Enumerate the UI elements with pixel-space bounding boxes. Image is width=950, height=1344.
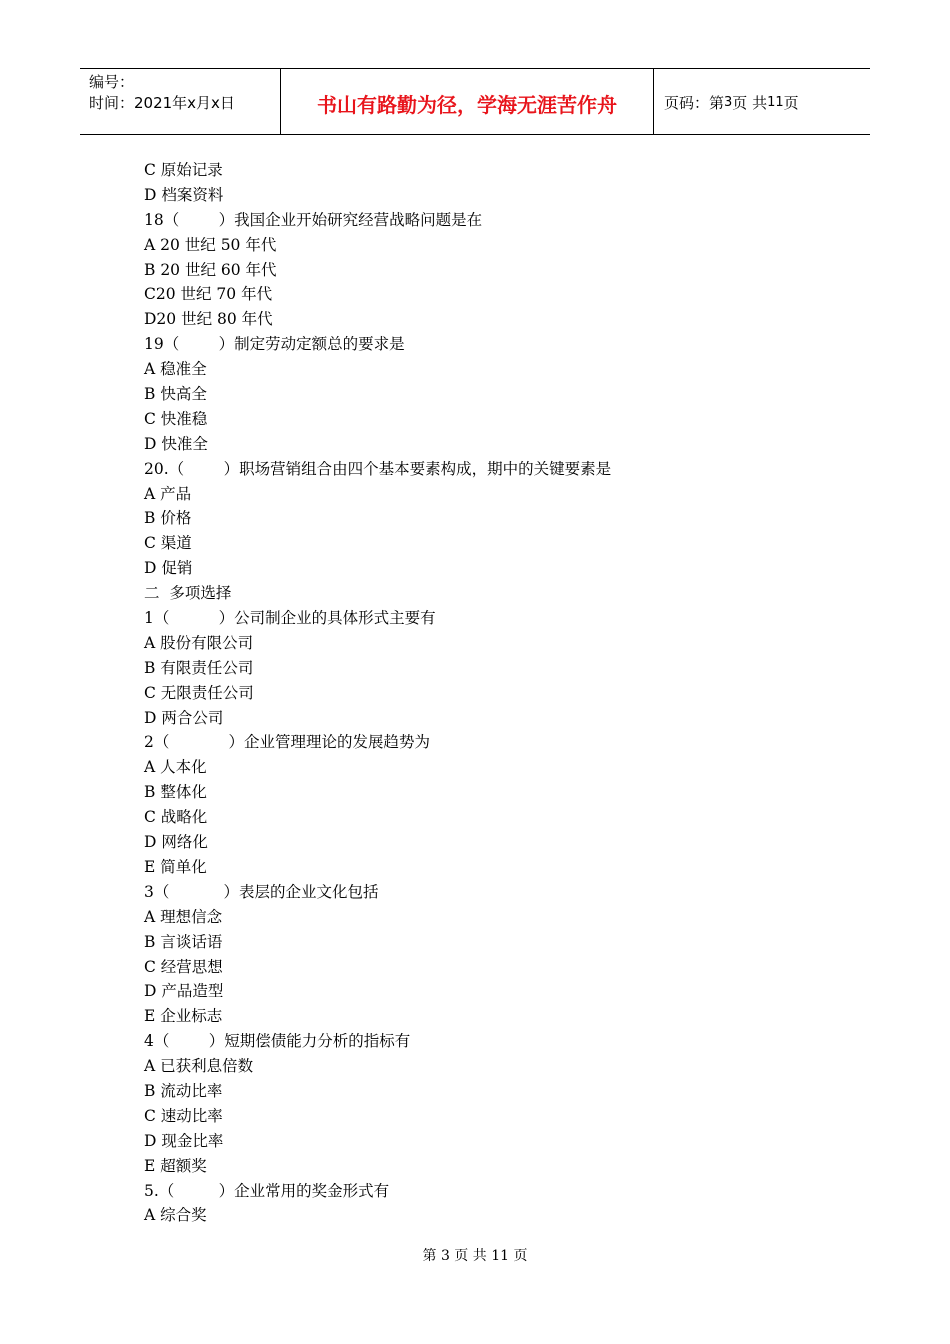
answer-option: B 快高全	[144, 385, 207, 404]
answer-option: B 流动比率	[144, 1081, 223, 1100]
page-prefix: 页码：第	[664, 94, 725, 112]
answer-option: B 有限责任公司	[144, 658, 254, 677]
answer-option: E 简单化	[144, 857, 207, 876]
answer-option: A 产品	[144, 484, 192, 503]
answer-option: D 现金比率	[144, 1131, 224, 1150]
answer-option: D20 世纪 80 年代	[144, 310, 273, 329]
answer-option: B 20 世纪 60 年代	[144, 260, 277, 279]
answer-option: A 稳准全	[144, 360, 207, 379]
question-stem: 5.（ ）企业常用的奖金形式有	[144, 1181, 390, 1200]
answer-option: A 综合奖	[144, 1206, 207, 1225]
page-total: 11	[767, 95, 784, 110]
question-stem: 1（ ）公司制企业的具体形式主要有	[144, 609, 436, 628]
answer-option: B 整体化	[144, 783, 207, 802]
answer-option: D 快准全	[144, 434, 208, 453]
answer-option: C 速动比率	[144, 1106, 223, 1125]
header-meta	[80, 69, 281, 134]
page-suffix: 页	[783, 94, 799, 112]
page-header	[80, 68, 870, 135]
answer-option: A 理想信念	[144, 907, 223, 926]
answer-option: E 超额奖	[144, 1156, 207, 1175]
question-stem: 19（ ）制定劳动定额总的要求是	[144, 335, 405, 354]
page-footer: 第 3 页 共 11 页	[422, 1248, 528, 1264]
question-stem: 3（ ）表层的企业文化包括	[144, 882, 379, 901]
answer-option: A 人本化	[144, 758, 207, 777]
answer-option: C20 世纪 70 年代	[144, 285, 273, 304]
answer-option: A 已获利息倍数	[144, 1057, 254, 1076]
answer-option: C 快准稳	[144, 409, 208, 428]
answer-option: B 言谈话语	[144, 932, 223, 951]
content-line: C 原始记录	[144, 161, 223, 179]
page-middle: 页 共	[732, 94, 768, 112]
question-stem: 4（ ）短期偿债能力分析的指标有	[144, 1032, 411, 1051]
answer-option: D 网络化	[144, 833, 208, 852]
answer-option: C 战略化	[144, 808, 208, 827]
answer-option: C 渠道	[144, 534, 192, 553]
header-motto: 书山有路勤为径，学海无涯苦作舟	[281, 69, 654, 134]
answer-option: D 两合公司	[144, 708, 224, 727]
answer-option: A 股份有限公司	[144, 633, 254, 652]
header-page-indicator	[654, 69, 870, 134]
question-list	[144, 158, 864, 1228]
answer-option: D 产品造型	[144, 982, 224, 1001]
question-stem: 20.（ ）职场营销组合由四个基本要素构成，期中的关键要素是	[144, 459, 612, 478]
answer-option: C 经营思想	[144, 957, 223, 976]
question-stem: 2（ ）企业管理理论的发展趋势为	[144, 733, 430, 752]
document-code-label: 编号：	[89, 73, 135, 91]
document-date: 时间：2021年x月x日	[89, 94, 235, 112]
content-line: D 档案资料	[144, 185, 224, 204]
answer-option: A 20 世纪 50 年代	[144, 235, 277, 254]
question-stem: 18（ ）我国企业开始研究经营战略问题是在	[144, 210, 483, 229]
answer-option: E 企业标志	[144, 1007, 223, 1026]
section-heading: 二 多项选择	[144, 584, 232, 603]
answer-option: C 无限责任公司	[144, 683, 254, 702]
page-current: 3	[724, 95, 733, 110]
answer-option: D 促销	[144, 559, 193, 578]
answer-option: B 价格	[144, 509, 192, 528]
